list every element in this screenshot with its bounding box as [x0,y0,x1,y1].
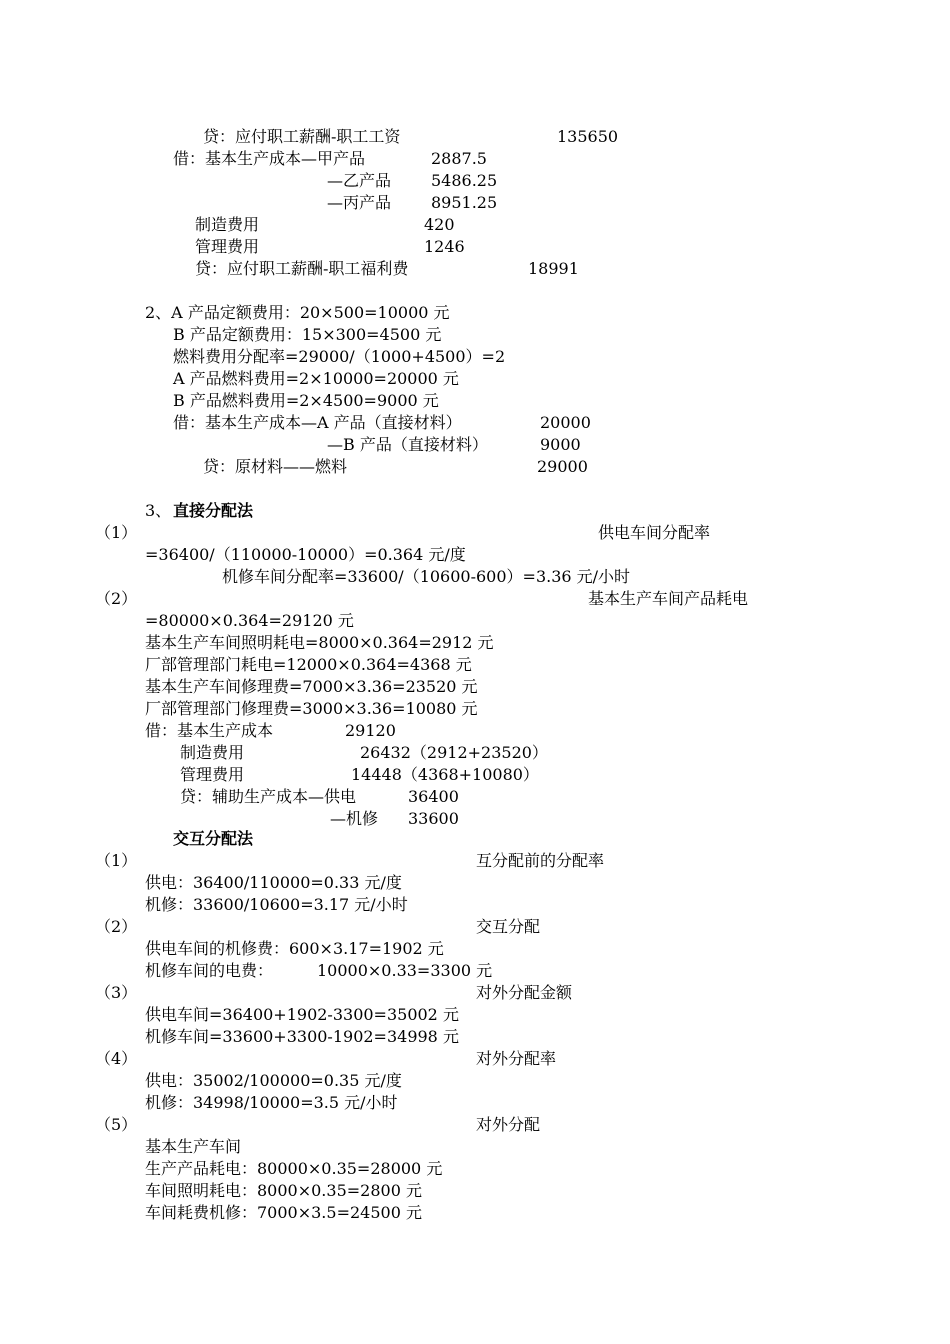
repair-power-fee-value: 10000×0.33=3300 元 [317,961,493,980]
power-pre-rate: 供电：36400/110000=0.33 元/度 [145,873,402,892]
debit-product-a-amount: 2887.5 [431,149,487,168]
direct-allocation-heading: 直接分配法 [173,501,254,520]
product-a-fuel-cost: A 产品燃料费用=2×10000=20000 元 [173,369,459,388]
product-b-quota-cost: B 产品定额费用：15×300=4500 元 [173,325,442,344]
reciprocal-allocation-heading: 交互分配法 [173,829,254,848]
step-number: （5） [95,1115,138,1134]
credit-aux-repair-amount: 33600 [408,809,459,828]
step-number: （1） [95,851,138,870]
credit-aux-power-line: 贷：辅助生产成本—供电 [180,787,357,806]
admin-expense-line: 管理费用 [195,237,260,256]
product-power-cost: 生产产品耗电：80000×0.35=28000 元 [145,1159,443,1178]
repair-power-fee-label: 机修车间的电费： [145,961,274,980]
fuel-allocation-rate: 燃料费用分配率=29000/（1000+4500）=2 [173,347,506,366]
overhead-line: 制造费用 [180,743,245,762]
credit-raw-material-amount: 29000 [537,457,588,476]
debit-basic-production-amount: 29120 [345,721,396,740]
repair-external-amount: 机修车间=33600+3300-1902=34998 元 [145,1027,459,1046]
credit-raw-material-line: 贷：原材料——燃料 [203,457,348,476]
step-number: （3） [95,983,138,1002]
external-rate-title: 对外分配率 [476,1049,557,1068]
step-number: （4） [95,1049,138,1068]
basic-workshop-label: 基本生产车间 [145,1137,242,1156]
debit-product-a-material-amount: 20000 [540,413,591,432]
product-power-formula: =80000×0.364=29120 元 [145,611,354,630]
repair-pre-rate: 机修：33600/10600=3.17 元/小时 [145,895,408,914]
product-power-title: 基本生产车间产品耗电 [588,589,749,608]
credit-wages-line: 贷：应付职工薪酬-职工工资 [203,127,401,146]
credit-aux-power-amount: 36400 [408,787,459,806]
debit-product-c-line: —丙产品 [327,193,392,212]
power-external-amount: 供电车间=36400+1902-3300=35002 元 [145,1005,459,1024]
lighting-power-cost: 车间照明耗电：8000×0.35=2800 元 [145,1181,422,1200]
external-allocation-title: 对外分配 [476,1115,541,1134]
power-allocation-rate-title: 供电车间分配率 [598,523,711,542]
workshop-repair-formula: 基本生产车间修理费=7000×3.36=23520 元 [145,677,478,696]
section-3-number: 3、 [145,501,172,520]
admin-amount: 14448（4368+10080） [351,765,539,784]
pre-allocation-rate-title: 互分配前的分配率 [476,851,605,870]
step-number: （1） [95,523,138,542]
power-external-rate: 供电：35002/100000=0.35 元/度 [145,1071,402,1090]
power-allocation-rate-formula: =36400/（110000-10000）=0.364 元/度 [145,545,466,564]
debit-product-c-amount: 8951.25 [431,193,498,212]
product-a-quota-cost: 2、A 产品定额费用：20×500=10000 元 [145,303,450,322]
debit-basic-production-line: 借：基本生产成本 [145,721,274,740]
credit-wages-amount: 135650 [557,127,619,146]
power-repair-fee: 供电车间的机修费：600×3.17=1902 元 [145,939,444,958]
debit-product-b-material-amount: 9000 [540,435,581,454]
debit-product-a-material-line: 借：基本生产成本—A 产品（直接材料） [173,413,462,432]
debit-product-b-amount: 5486.25 [431,171,498,190]
debit-product-b-material-line: —B 产品（直接材料） [327,435,488,454]
reciprocal-allocation-title: 交互分配 [476,917,541,936]
credit-aux-repair-line: —机修 [330,809,379,828]
product-b-fuel-cost: B 产品燃料费用=2×4500=9000 元 [173,391,439,410]
step-number: （2） [95,589,138,608]
admin-repair-formula: 厂部管理部门修理费=3000×3.36=10080 元 [145,699,478,718]
external-amount-title: 对外分配金额 [476,983,573,1002]
workshop-repair-cost: 车间耗费机修：7000×3.5=24500 元 [145,1203,422,1222]
lighting-power-formula: 基本生产车间照明耗电=8000×0.364=2912 元 [145,633,494,652]
repair-external-rate: 机修：34998/10000=3.5 元/小时 [145,1093,398,1112]
debit-product-a-line: 借：基本生产成本—甲产品 [173,149,366,168]
overhead-amount: 26432（2912+23520） [360,743,548,762]
admin-line: 管理费用 [180,765,245,784]
admin-expense-amount: 1246 [424,237,465,256]
manufacturing-overhead-amount: 420 [424,215,455,234]
manufacturing-overhead-line: 制造费用 [195,215,260,234]
debit-product-b-line: —乙产品 [327,171,392,190]
credit-welfare-line: 贷：应付职工薪酬-职工福利费 [195,259,409,278]
credit-welfare-amount: 18991 [528,259,579,278]
step-number: （2） [95,917,138,936]
repair-allocation-rate: 机修车间分配率=33600/（10600-600）=3.36 元/小时 [222,567,631,586]
admin-power-formula: 厂部管理部门耗电=12000×0.364=4368 元 [145,655,472,674]
